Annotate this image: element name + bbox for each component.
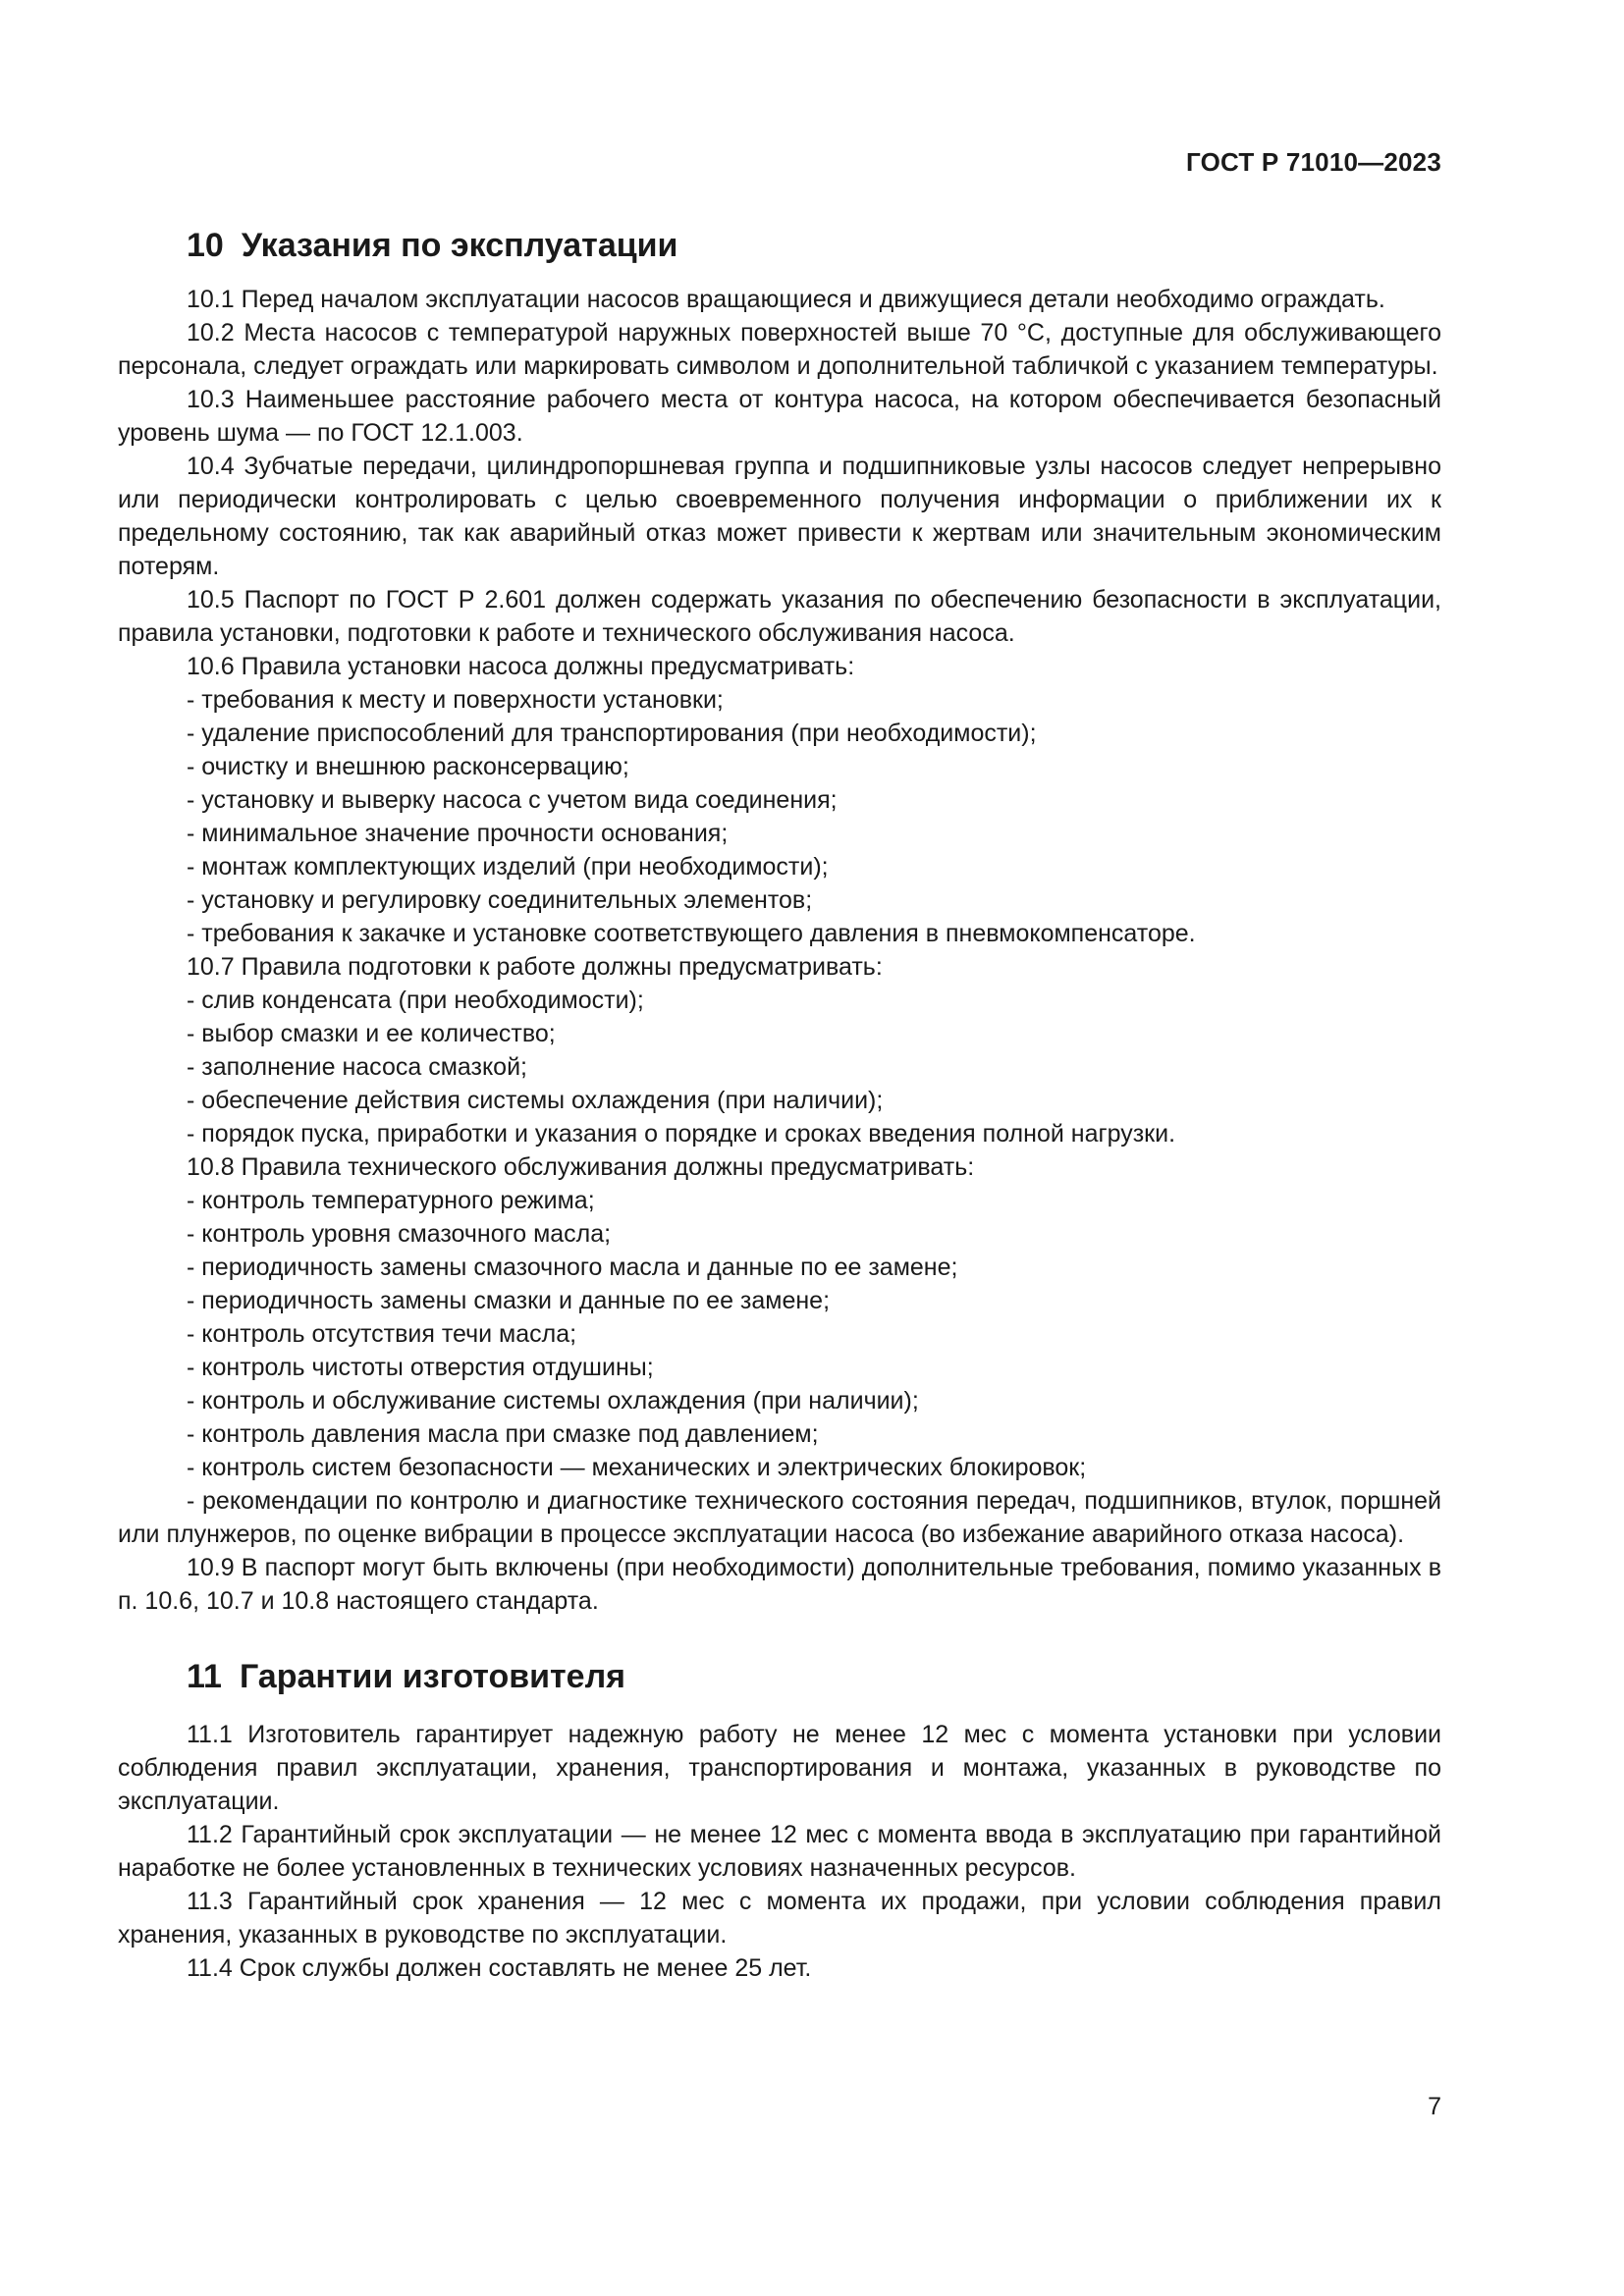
list-item: - выбор смазки и ее количество; bbox=[187, 1020, 556, 1047]
paragraph-10-6: 10.6 Правила установки насоса должны предусматривать: bbox=[187, 653, 855, 680]
list-item: - периодичность замены смазки и данные по ее замене; bbox=[187, 1287, 831, 1314]
paragraph-11-1: 11.1 Изготовитель гарантирует надежную работу не менее 12 мес с момента установки при условии соблюдения правил эксплуатации, хранения, транспортирования и монтажа, указанных в руководстве по эксплуатации. bbox=[118, 1721, 1441, 1815]
paragraph-10-8: 10.8 Правила технического обслуживания должны предусматривать: bbox=[187, 1153, 975, 1181]
page-number: 7 bbox=[1428, 2093, 1441, 2120]
paragraph-10-7: 10.7 Правила подготовки к работе должны предусматривать: bbox=[187, 953, 883, 981]
paragraph-10-3: 10.3 Наименьшее расстояние рабочего места от контура насоса, на котором обеспечивается безопасный уровень шума — по ГОСТ 12.1.003. bbox=[118, 386, 1441, 447]
list-item: - удаление приспособлений для транспортирования (при необходимости); bbox=[187, 720, 1037, 747]
paragraph-10-9: 10.9 В паспорт могут быть включены (при необходимости) дополнительные требования, помимо указанных в п. 10.6, 10.7 и 10.8 настоящего стандарта. bbox=[118, 1554, 1441, 1615]
list-item: - порядок пуска, приработки и указания о порядке и сроках введения полной нагрузки. bbox=[187, 1120, 1176, 1148]
list-item: - требования к месту и поверхности установки; bbox=[187, 686, 724, 714]
paragraph-11-2: 11.2 Гарантийный срок эксплуатации — не менее 12 мес с момента ввода в эксплуатацию при гарантийной наработке не более установленных в технических условиях назначенных ресурсов. bbox=[118, 1821, 1441, 1882]
list-item: - периодичность замены смазочного масла и данные по ее замене; bbox=[187, 1254, 958, 1281]
paragraph-10-2: 10.2 Места насосов с температурой наружных поверхностей выше 70 °С, доступные для обслуживающего персонала, следует ограждать или маркировать символом и дополнительной табличкой с указанием температуры. bbox=[118, 319, 1441, 380]
list-item: - обеспечение действия системы охлаждения (при наличии); bbox=[187, 1087, 884, 1114]
paragraph-11-4: 11.4 Срок службы должен составлять не менее 25 лет. bbox=[187, 1954, 812, 1982]
page-content bbox=[118, 224, 1441, 1985]
list-item: - слив конденсата (при необходимости); bbox=[187, 987, 644, 1014]
list-item: - минимальное значение прочности основания; bbox=[187, 820, 729, 847]
list-item: - установку и выверку насоса с учетом вида соединения; bbox=[187, 786, 838, 814]
list-item: - контроль и обслуживание системы охлаждения (при наличии); bbox=[187, 1387, 919, 1415]
list-item: - контроль давления масла при смазке под давлением; bbox=[187, 1420, 819, 1448]
list-item-long: - рекомендации по контролю и диагностике технического состояния передач, подшипников, втулок, поршней или плунжеров, по оценке вибрации в процессе эксплуатации насоса (во избежание аварийного отказа насоса). bbox=[118, 1487, 1441, 1548]
list-item: - контроль температурного режима; bbox=[187, 1187, 595, 1214]
section-10-heading bbox=[118, 224, 1441, 267]
paragraph-11-3: 11.3 Гарантийный срок хранения — 12 мес с момента их продажи, при условии соблюдения правил хранения, указанных в руководстве по эксплуатации. bbox=[118, 1888, 1441, 1949]
list-item: - контроль отсутствия течи масла; bbox=[187, 1320, 577, 1348]
paragraph-10-1: 10.1 Перед началом эксплуатации насосов вращающиеся и движущиеся детали необходимо ограждать. bbox=[187, 286, 1385, 313]
list-item: - контроль уровня смазочного масла; bbox=[187, 1220, 612, 1248]
list-item: - контроль чистоты отверстия отдушины; bbox=[187, 1354, 654, 1381]
section-11-title: Гарантии изготовителя bbox=[239, 1658, 626, 1695]
document-id-header: ГОСТ Р 71010—2023 bbox=[1186, 147, 1441, 177]
list-item: - очистку и внешнюю расконсервацию; bbox=[187, 753, 629, 780]
section-11-number: 11 bbox=[187, 1658, 222, 1695]
paragraph-10-5: 10.5 Паспорт по ГОСТ Р 2.601 должен содержать указания по обеспечению безопасности в эксплуатации, правила установки, подготовки к работе и технического обслуживания насоса. bbox=[118, 586, 1441, 647]
list-item: - монтаж комплектующих изделий (при необходимости); bbox=[187, 853, 829, 881]
list-item: - заполнение насоса смазкой; bbox=[187, 1053, 527, 1081]
section-11-heading bbox=[118, 1655, 1441, 1698]
list-item: - контроль систем безопасности — механических и электрических блокировок; bbox=[187, 1454, 1087, 1481]
section-10-title: Указания по эксплуатации bbox=[241, 227, 678, 264]
list-item: - установку и регулировку соединительных элементов; bbox=[187, 886, 813, 914]
list-item: - требования к закачке и установке соответствующего давления в пневмокомпенсаторе. bbox=[187, 920, 1196, 947]
paragraph-10-4: 10.4 Зубчатые передачи, цилиндропоршневая группа и подшипниковые узлы насосов следует непрерывно или периодически контролировать с целью своевременного получения информации о приближении их к предельному состоянию, так как аварийный отказ может привести к жертвам или значительным экономическим потерям. bbox=[118, 453, 1441, 580]
section-10-number: 10 bbox=[187, 227, 224, 264]
